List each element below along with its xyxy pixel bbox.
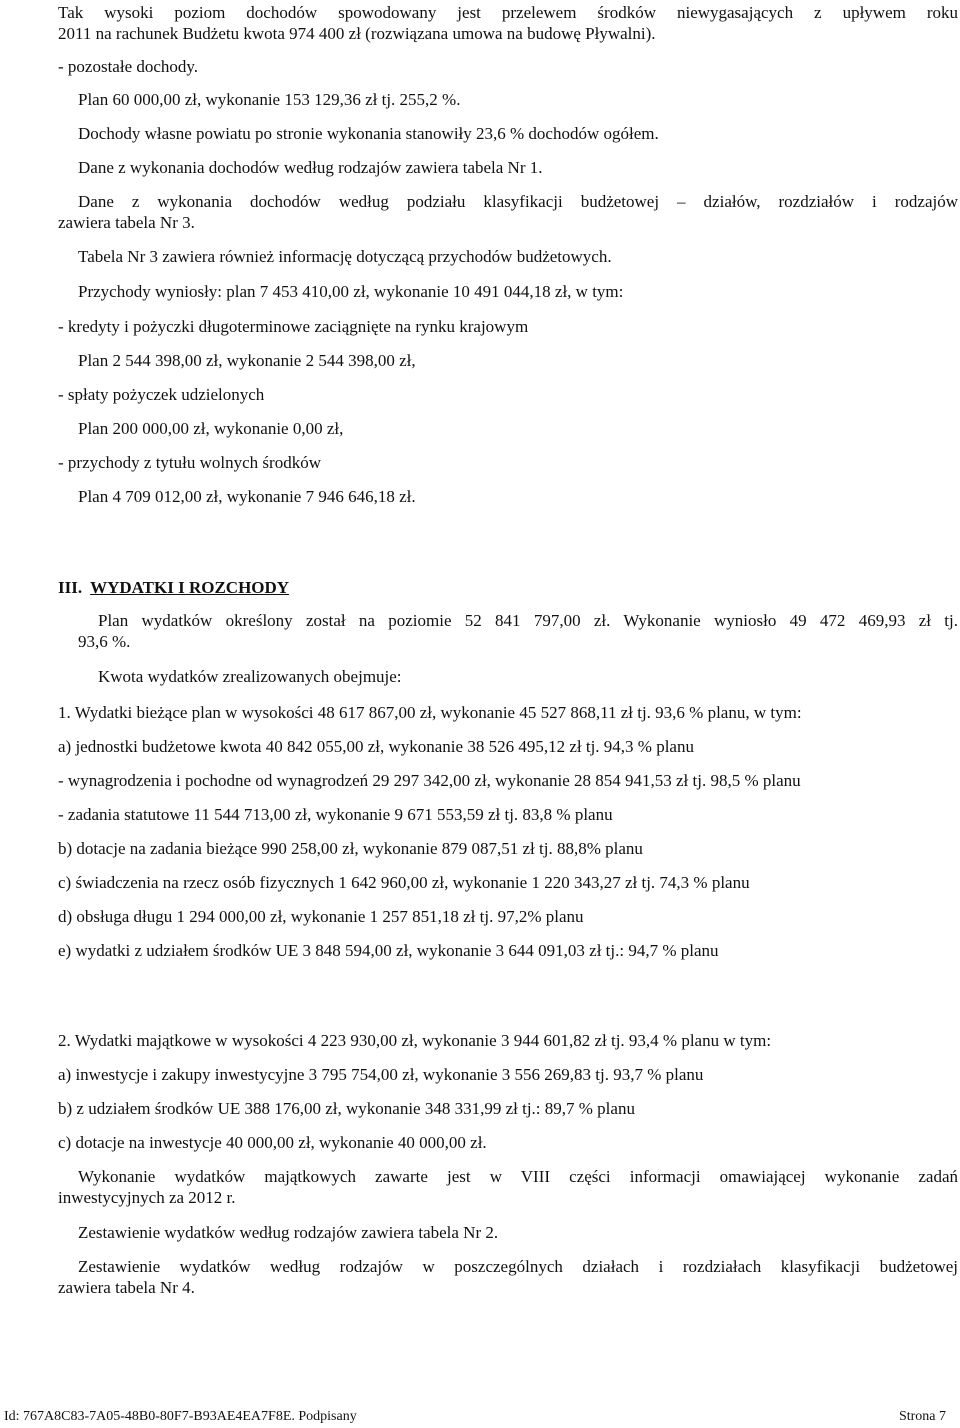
tabela-2-reference: Zestawienie wydatków według rodzajów zawiera tabela Nr 2. [78,1223,499,1242]
tabela-3-reference-line-1: Dane z wykonania dochodów według podziału klasyfikacji budżetowej – działów, rozdziałów i rodzajów [78,192,958,211]
dochody-wlasne-text: Dochody własne powiatu po stronie wykonania stanowiły 23,6 % dochodów ogółem. [78,124,659,143]
splaty-label: - spłaty pożyczek udzielonych [58,385,265,404]
intro-paragraph-line-1: Tak wysoki poziom dochodów spowodowany jest przelewem środków niewygasających z upływem roku [58,3,958,22]
kredyty-label: - kredyty i pożyczki długoterminowe zaciągnięte na rynku krajowym [58,317,529,336]
czesc-viii-line-2: inwestycyjnych za 2012 r. [58,1188,236,1207]
przychody-summary: Przychody wyniosły: plan 7 453 410,00 zł, wykonanie 10 491 044,18 zł, w tym: [78,282,624,301]
wolne-srodki-plan: Plan 4 709 012,00 zł, wykonanie 7 946 646,18 zł. [78,487,416,506]
section-number: III. [58,578,83,597]
tabela-1-reference: Dane z wykonania dochodów według rodzajów zawiera tabela Nr 1. [78,158,543,177]
wydatki-majatkowe: 2. Wydatki majątkowe w wysokości 4 223 930,00 zł, wykonanie 3 944 601,82 zł tj. 93,4 % planu w tym: [58,1031,772,1050]
wydatki-biezace-c: c) świadczenia na rzecz osób fizycznych 1 642 960,00 zł, wykonanie 1 220 343,27 zł tj. 74,3 % planu [58,873,750,892]
kwota-wydatkow-text: Kwota wydatków zrealizowanych obejmuje: [98,667,402,686]
wydatki-biezace-b: b) dotacje na zadania bieżące 990 258,00 zł, wykonanie 879 087,51 zł tj. 88,8% planu [58,839,643,858]
wydatki-biezace: 1. Wydatki bieżące plan w wysokości 48 617 867,00 zł, wykonanie 45 527 868,11 zł tj. 93,6 % planu, w tym: [58,703,802,722]
tabela-4-reference-line-1: Zestawienie wydatków według rodzajów w poszczególnych działach i rozdziałach klasyfikacji budżetowej [78,1257,958,1276]
wydatki-majatkowe-a: a) inwestycje i zakupy inwestycyjne 3 795 754,00 zł, wykonanie 3 556 269,83 tj. 93,7 % planu [58,1065,704,1084]
wydatki-biezace-a: a) jednostki budżetowe kwota 40 842 055,00 zł, wykonanie 38 526 495,12 zł tj. 94,3 % planu [58,737,694,756]
wydatki-biezace-d: d) obsługa długu 1 294 000,00 zł, wykonanie 1 257 851,18 zł tj. 97,2% planu [58,907,584,926]
tabela-3-reference-line-2: zawiera tabela Nr 3. [58,213,195,232]
pozostale-dochody-plan: Plan 60 000,00 zł, wykonanie 153 129,36 zł tj. 255,2 %. [78,90,461,109]
wydatki-majatkowe-c: c) dotacje na inwestycje 40 000,00 zł, wykonanie 40 000,00 zł. [58,1133,487,1152]
czesc-viii-line-1: Wykonanie wydatków majątkowych zawarte jest w VIII części informacji omawiającej wykonanie zadań [78,1167,958,1186]
kredyty-plan: Plan 2 544 398,00 zł, wykonanie 2 544 398,00 zł, [78,351,416,370]
intro-paragraph-line-2: 2011 na rachunek Budżetu kwota 974 400 zł (rozwiązana umowa na budowę Pływalni). [58,24,656,43]
wynagrodzenia-text: - wynagrodzenia i pochodne od wynagrodzeń 29 297 342,00 zł, wykonanie 28 854 941,53 zł tj. 98,5 % planu [58,771,801,790]
tabela-3-przychody-text: Tabela Nr 3 zawiera również informację dotyczącą przychodów budżetowych. [78,247,612,266]
wolne-srodki-label: - przychody z tytułu wolnych środków [58,453,321,472]
plan-wydatkow-line-1: Plan wydatków określony został na poziomie 52 841 797,00 zł. Wykonanie wyniosło 49 472 469,93 zł tj. [98,611,958,630]
splaty-plan: Plan 200 000,00 zł, wykonanie 0,00 zł, [78,419,344,438]
page-number: Strona 7 [898,1409,946,1424]
section-heading [58,577,289,598]
wydatki-biezace-e: e) wydatki z udziałem środków UE 3 848 594,00 zł, wykonanie 3 644 091,03 zł tj.: 94,7 % planu [58,941,719,960]
tabela-4-reference-line-2: zawiera tabela Nr 4. [58,1278,195,1297]
wydatki-majatkowe-b: b) z udziałem środków UE 388 176,00 zł, wykonanie 348 331,99 zł tj.: 89,7 % planu [58,1099,635,1118]
zadania-statutowe-text: - zadania statutowe 11 544 713,00 zł, wykonanie 9 671 553,59 zł tj. 83,8 % planu [58,805,613,824]
pozostale-dochody-label: - pozostałe dochody. [58,57,199,76]
plan-wydatkow-line-2: 93,6 %. [78,632,131,651]
section-title: WYDATKI I ROZCHODY [90,578,290,597]
document-id-footer: Id: 767A8C83-7A05-48B0-80F7-B93AE4EA7F8E. Podpisany [4,1409,357,1424]
